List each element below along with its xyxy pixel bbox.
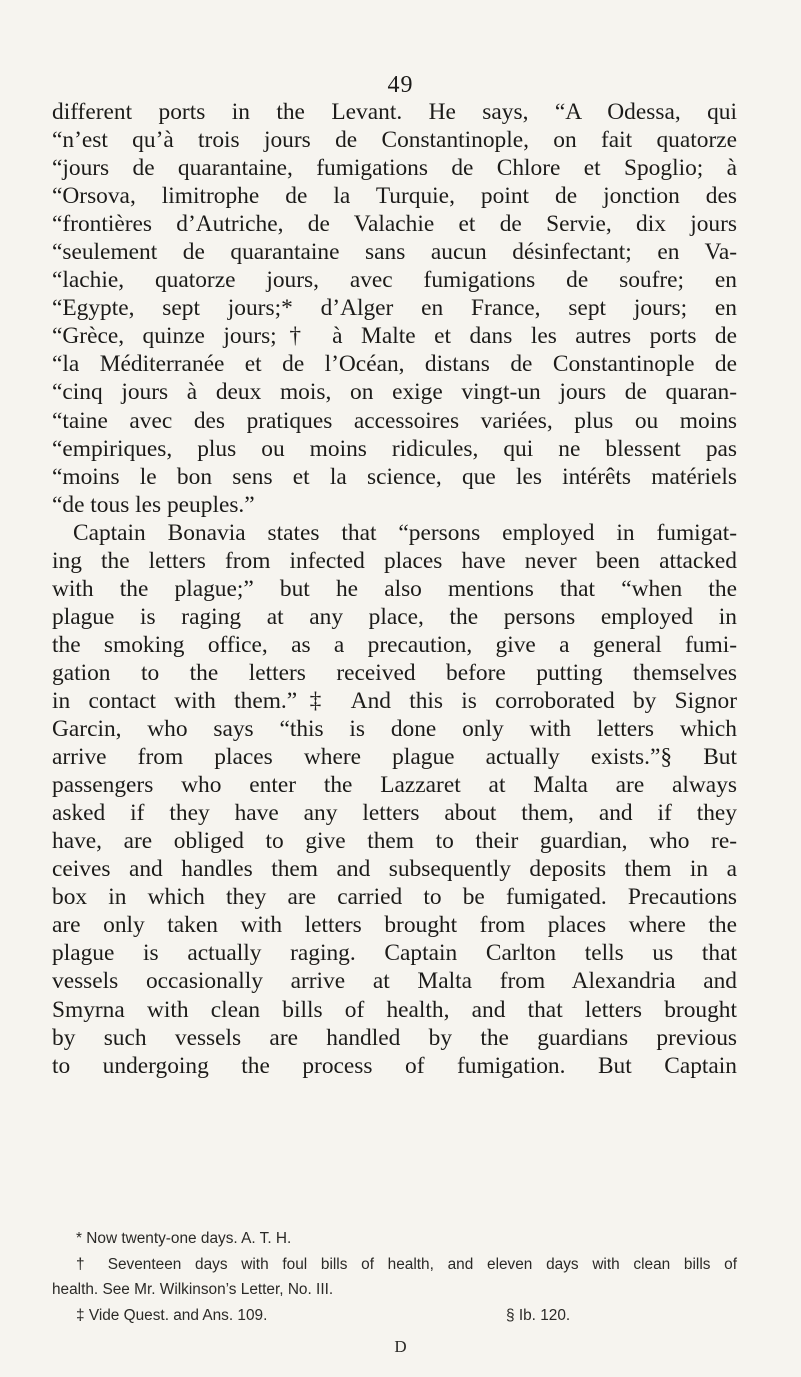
text-line: in contact with them.”‡ And this is corroborated by Signor: [52, 687, 737, 714]
text-line: “moins le bon sens et la science, que les intérêts matériels: [52, 463, 737, 490]
text-line: the smoking office, as a precaution, give a general fumi-: [52, 631, 737, 658]
text-line: are only taken with letters brought from places where the: [52, 912, 737, 939]
body-text: [52, 98, 737, 1080]
text-line: “Orsova, limitrophe de la Turquie, point de jonction des: [52, 183, 737, 210]
text-line: “de tous les peuples.”: [52, 491, 255, 518]
text-line: arrive from places where plague actually exists.”§ But: [52, 744, 737, 771]
text-line: have, are obliged to give them to their guardian, who re-: [52, 828, 737, 855]
text-line: “empiriques, plus ou moins ridicules, qui ne blessent pas: [52, 435, 737, 462]
text-line: passengers who enter the Lazzaret at Malta are always: [52, 772, 737, 799]
text-line: “cinq jours à deux mois, on exige vingt-un jours de quaran-: [52, 379, 737, 406]
text-line: asked if they have any letters about them, and if they: [52, 800, 737, 827]
text-line: box in which they are carried to be fumigated. Precautions: [52, 884, 737, 911]
text-line: different ports in the Levant. He says, “A Odessa, qui: [52, 99, 737, 125]
text-line: to undergoing the process of fumigation. But Captain: [52, 1052, 737, 1079]
text-line: plague is actually raging. Captain Carlton tells us that: [52, 940, 737, 967]
text-line: “taine avec des pratiques accessoires variées, plus ou moins: [52, 407, 737, 434]
text-line: by such vessels are handled by the guardians previous: [52, 1024, 737, 1051]
text-line: Smyrna with clean bills of health, and that letters brought: [52, 996, 737, 1023]
text-line: “jours de quarantaine, fumigations de Chlore et Spoglio; à: [52, 155, 737, 182]
text-line: ceives and handles them and subsequently deposits them in a: [52, 856, 737, 883]
text-line: “la Méditerranée et de l’Océan, distans de Constantinople de: [52, 351, 737, 378]
text-line: plague is raging at any place, the persons employed in: [52, 603, 737, 630]
text-line: Captain Bonavia states that “persons employed in fumigat-: [73, 519, 737, 546]
footnote: ‡ Vide Quest. and Ans. 109.: [76, 1306, 268, 1324]
footnote-row: [52, 1303, 737, 1329]
text-line: “Egypte, sept jours;* d’Alger en France, sept jours; en: [52, 295, 737, 322]
text-line: “n’est qu’à trois jours de Constantinople, on fait quatorze: [52, 127, 737, 154]
footnotes: [52, 1226, 737, 1328]
footnote-continuation: health. See Mr. Wilkinson’s Letter, No. III.: [52, 1281, 334, 1298]
text-line: gation to the letters received before putting themselves: [52, 659, 737, 686]
text-line: “Grèce, quinze jours;† à Malte et dans les autres ports de: [52, 323, 737, 350]
text-line: Garcin, who says “this is done only with letters which: [52, 716, 737, 743]
text-line: vessels occasionally arrive at Malta from Alexandria and: [52, 968, 737, 995]
text-line: ing the letters from infected places have never been attacked: [52, 547, 737, 574]
footnote: * Now twenty-one days. A. T. H.: [76, 1230, 292, 1247]
footnote: § Ib. 120.: [506, 1306, 571, 1324]
text-line: “frontières d’Autriche, de Valachie et de Servie, dix jours: [52, 211, 737, 238]
footnote: † Seventeen days with foul bills of health, and eleven days with clean bills of: [76, 1255, 737, 1273]
page-number: 49: [387, 72, 414, 98]
text-line: “lachie, quatorze jours, avec fumigations de soufre; en: [52, 267, 737, 294]
text-line: “seulement de quarantaine sans aucun désinfectant; en Va-: [52, 239, 737, 266]
text-line: with the plague;” but he also mentions that “when the: [52, 575, 737, 602]
signature-mark: D: [394, 1337, 407, 1356]
